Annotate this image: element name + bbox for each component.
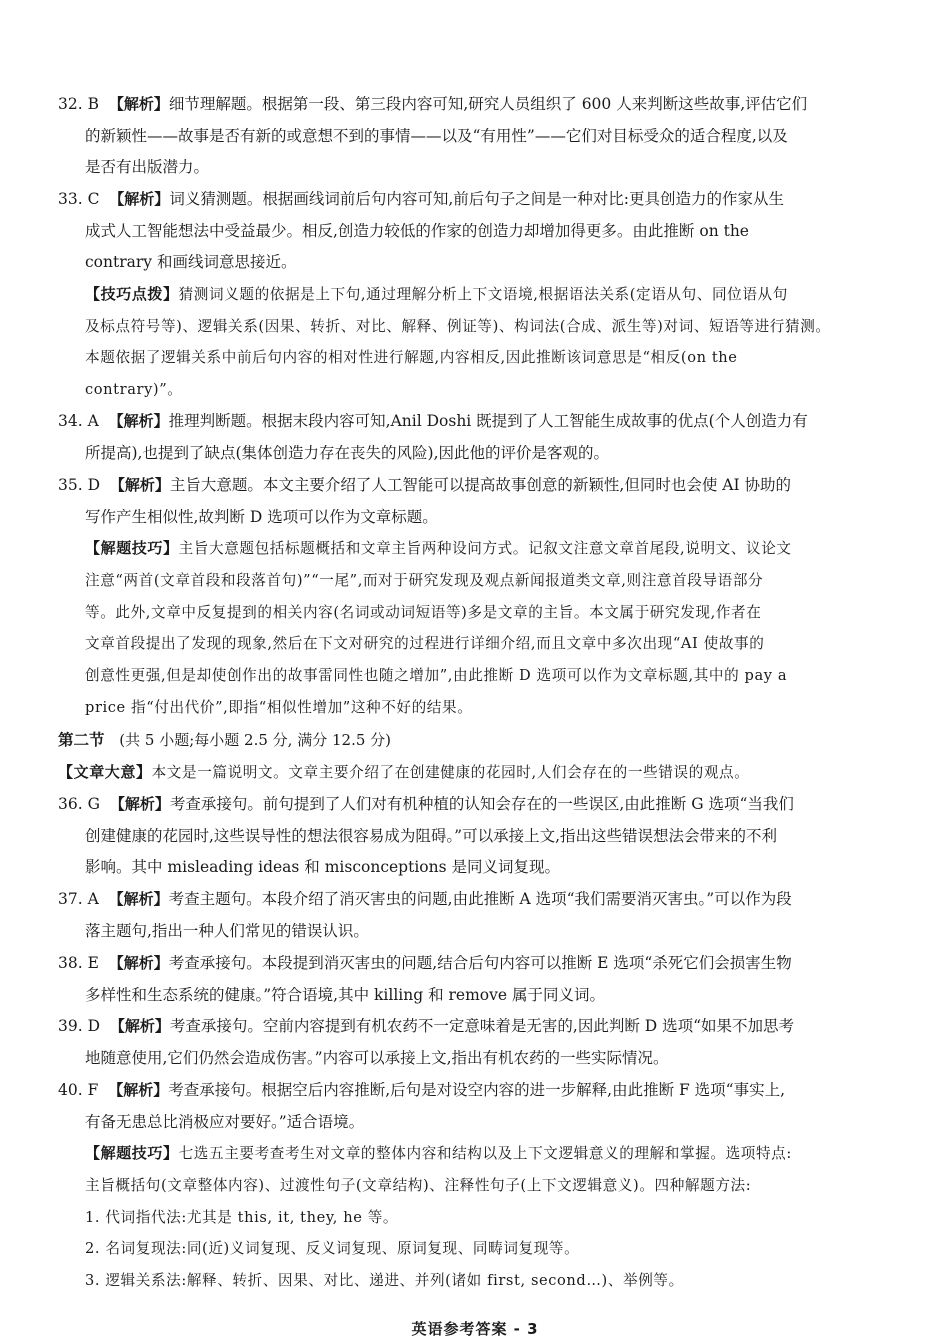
analysis-tag: 【解析】 <box>108 1081 169 1099</box>
answer-38-line-1 <box>58 948 894 980</box>
question-number: 32. B <box>58 95 99 113</box>
tip-40-line-1 <box>58 1138 894 1170</box>
tip-35-line-5: 创意性更强,但是却使创作出的故事雷同性也随之增加”,由此推断 D 选项可以作为文章标题,其中的 pay a <box>85 667 788 685</box>
section-title: 第二节 <box>58 731 105 749</box>
answer-36 <box>58 789 894 884</box>
answer-40-line-1 <box>58 1075 894 1107</box>
summary-text: 本文是一篇说明文。文章主要介绍了在创建健康的花园时,人们会存在的一些错误的观点。 <box>151 763 750 781</box>
tip-40-line-2: 主旨概括句(文章整体内容)、过渡性句子(文章结构)、注释性句子(上下文逻辑意义)。四种解题方法: <box>85 1177 752 1195</box>
method-1: 1. 代词指代法:尤其是 this, it, they, he 等。 <box>85 1208 399 1226</box>
analysis-tag: 【解析】 <box>109 190 170 208</box>
article-summary <box>58 757 894 789</box>
tip-35-line-4: 文章首段提出了发现的现象,然后在下文对研究的过程进行详细介绍,而且文章中多次出现“AI 使故事的 <box>85 635 765 653</box>
answer-32 <box>58 89 894 184</box>
answer-35-line-2: 写作产生相似性,故判断 D 选项可以作为文章标题。 <box>85 507 438 526</box>
answer-text: 主旨大意题。本文主要介绍了人工智能可以提高故事创意的新颖性,但同时也会使 AI 协助的 <box>169 476 791 494</box>
answer-36-line-2: 创建健康的花园时,这些误导性的想法很容易成为阻碍。”可以承接上文,指出这些错误想法会带来的不利 <box>85 826 778 845</box>
tip-33-line-3: 本题依据了逻辑关系中前后句内容的相对性进行解题,内容相反,因此推断该词意思是“相反(on the <box>85 349 738 367</box>
question-number: 36. G <box>58 795 100 813</box>
answer-36-line-3: 影响。其中 misleading ideas 和 misconceptions 是同义词复现。 <box>85 858 560 877</box>
section-subtitle: (共 5 小题;每小题 2.5 分, 满分 12.5 分) <box>119 731 391 749</box>
question-number: 35. D <box>58 476 101 494</box>
section-2-header <box>58 725 894 788</box>
analysis-tag: 【解析】 <box>109 1017 170 1035</box>
question-number: 33. C <box>58 190 100 208</box>
answer-text: 词义猜测题。根据画线词前后句内容可知,前后句子之间是一种对比:更具创造力的作家从生 <box>169 190 784 208</box>
question-number: 37. A <box>58 890 99 908</box>
question-number: 38. E <box>58 954 99 972</box>
answer-36-line-1 <box>58 789 894 821</box>
answer-34-line-2: 所提高),也提到了缺点(集体创造力存在丧失的风险),因此他的评价是客观的。 <box>85 443 609 462</box>
tip-text: 主旨大意题包括标题概括和文章主旨两种设问方式。记叙文注意文章首尾段,说明文、议论文 <box>178 540 792 558</box>
answer-text: 考查主题句。本段介绍了消灭害虫的问题,由此推断 A 选项“我们需要消灭害虫。”可以作为段 <box>168 890 792 908</box>
answer-34-line-1 <box>58 406 894 438</box>
answer-text: 考查承接句。根据空后内容推断,后句是对设空内容的进一步解释,由此推断 F 选项“事实上, <box>168 1081 786 1099</box>
tip-tag: 【解题技巧】 <box>85 1144 179 1163</box>
tip-33-line-2: 及标点符号等)、逻辑关系(因果、转折、对比、解释、例证等)、构词法(合成、派生等)对词、短语等进行猜测。 <box>85 317 831 335</box>
answer-35 <box>58 470 894 724</box>
analysis-tag: 【解析】 <box>109 476 170 494</box>
question-number: 34. A <box>58 412 99 430</box>
analysis-tag: 【解析】 <box>108 890 169 908</box>
answer-33 <box>58 184 894 406</box>
answer-33-line-2: 成式人工智能想法中受益最少。相反,创造力较低的作家的创造力却增加得更多。由此推断 on the <box>85 221 749 240</box>
answer-text: 细节理解题。根据第一段、第三段内容可知,研究人员组织了 600 人来判断这些故事,评估它们 <box>168 95 808 113</box>
analysis-tag: 【解析】 <box>109 795 170 813</box>
analysis-tag: 【解析】 <box>108 412 169 430</box>
question-number: 39. D <box>58 1017 101 1035</box>
answer-39-line-1 <box>58 1011 894 1043</box>
tip-33-line-4: contrary)”。 <box>85 381 183 399</box>
answer-38 <box>58 948 894 1011</box>
answer-text: 考查承接句。空前内容提到有机农药不一定意味着是无害的,因此判断 D 选项“如果不加思考 <box>169 1017 795 1035</box>
analysis-tag: 【解析】 <box>108 954 169 972</box>
answer-38-line-2: 多样性和生态系统的健康。”符合语境,其中 killing 和 remove 属于同义词。 <box>85 985 605 1004</box>
answer-37-line-2: 落主题句,指出一种人们常见的错误认识。 <box>85 921 369 940</box>
answer-34 <box>58 406 894 469</box>
answer-32-line-3: 是否有出版潜力。 <box>85 158 210 177</box>
tip-tag: 【解题技巧】 <box>85 539 179 558</box>
method-2: 2. 名词复现法:同(近)义词复现、反义词复现、原词复现、同畴词复现等。 <box>85 1240 580 1258</box>
answer-35-line-1 <box>58 470 894 502</box>
answer-text: 推理判断题。根据末段内容可知,Anil Doshi 既提到了人工智能生成故事的优点(个人创造力有 <box>168 412 808 430</box>
answer-32-line-1 <box>58 89 894 121</box>
tip-35-line-2: 注意“两首(文章首段和段落首句)”“一尾”,而对于研究发现及观点新闻报道类文章,则注意首段导语部分 <box>85 572 764 590</box>
method-3: 3. 逻辑关系法:解释、转折、因果、对比、递进、并列(诸如 first, second…)、举例等。 <box>85 1272 684 1290</box>
answer-33-line-3: contrary 和画线词意思接近。 <box>85 253 297 272</box>
tip-text: 七选五主要考查考生对文章的整体内容和结构以及上下文逻辑意义的理解和掌握。选项特点: <box>178 1145 792 1163</box>
answer-text: 考查承接句。本段提到消灭害虫的问题,结合后句内容可以推断 E 选项“杀死它们会损害生物 <box>168 954 792 972</box>
answer-37 <box>58 884 894 947</box>
tip-35-line-3: 等。此外,文章中反复提到的相关内容(名词或动词短语等)多是文章的主旨。本文属于研究发现,作者在 <box>85 603 762 621</box>
answer-33-line-1 <box>58 184 894 216</box>
answer-40 <box>58 1075 894 1297</box>
tip-35-line-6: price 指“付出代价”,即指“相似性增加”这种不好的结果。 <box>85 698 473 716</box>
summary-tag: 【文章大意】 <box>58 762 152 781</box>
tip-text: 猜测词义题的依据是上下句,通过理解分析上下文语境,根据语法关系(定语从句、同位语从句 <box>178 286 788 304</box>
answer-32-line-2: 的新颖性——故事是否有新的或意想不到的事情——以及“有用性”——它们对目标受众的适合程度,以及 <box>85 126 788 145</box>
answer-40-line-2: 有备无患总比消极应对要好。”适合语境。 <box>85 1112 365 1131</box>
answer-text: 考查承接句。前句提到了人们对有机种植的认知会存在的一些误区,由此推断 G 选项“当我们 <box>169 795 794 813</box>
tip-33-line-1 <box>58 279 894 311</box>
analysis-tag: 【解析】 <box>108 95 169 113</box>
answer-39-line-2: 地随意使用,它们仍然会造成伤害。”内容可以承接上文,指出有机农药的一些实际情况。 <box>85 1048 669 1067</box>
tip-tag: 【技巧点拨】 <box>85 285 179 304</box>
answer-39 <box>58 1011 894 1074</box>
page-footer: 英语参考答案 - 3 <box>411 1320 539 1338</box>
tip-35-line-1 <box>58 533 894 565</box>
answer-37-line-1 <box>58 884 894 916</box>
question-number: 40. F <box>58 1081 99 1099</box>
section-2-title-line <box>58 725 894 757</box>
